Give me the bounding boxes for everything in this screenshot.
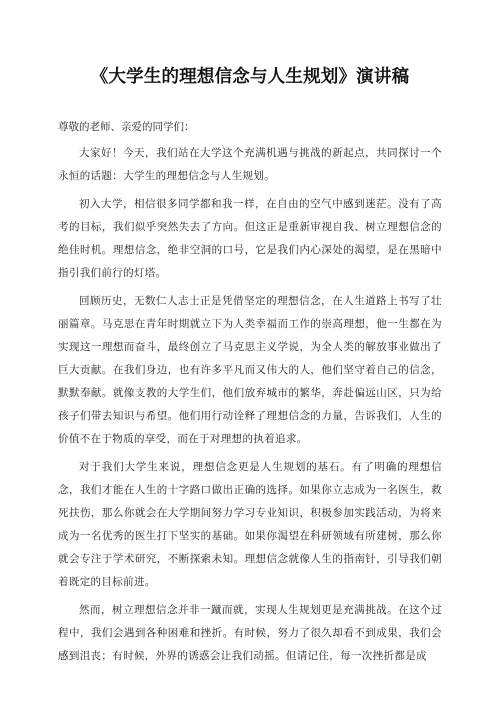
paragraph-greeting: 大家好！今天，我们站在大学这个充满机遇与挑战的新起点，共同探讨一个永恒的话题：大学生的理想信念与人生规划。	[58, 147, 442, 182]
paragraph-confusion: 初入大学，相信很多同学都和我一样，在自由的空气中感到迷茫。没有了高考的目标，我们似乎突然失去了方向。但这正是重新审视自我、树立理想信念的绝佳时机。理想信念，绝非空洞的口号，它是我们内心深处的渴望，是在黑暗中指引我们前行的灯塔。	[58, 198, 442, 279]
salutation: 尊敬的老师、亲爱的同学们：	[58, 121, 195, 133]
document-title: 《大学生的理想信念与人生规划》演讲稿	[90, 67, 410, 87]
paragraph-challenges: 然而，树立理想信念并非一蹴而就，实现人生规划更是充满挑战。在这个过程中，我们会遇到各种困难和挫折。有时候，努力了很久却看不到成果，我们会感到沮丧；有时候，外界的诱惑会让我们动摇。但请记住，每一次挫折都是成	[58, 604, 442, 662]
paragraph-foundation: 对于我们大学生来说，理想信念更是人生规划的基石。有了明确的理想信念，我们才能在人生的十字路口做出正确的选择。如果你立志成为一名医生，救死扶伤，那么你就会在大学期间努力学习专业知识，积极参加实践活动，为将来成为一名优秀的医生打下坚实的基础。如果你渴望在科研领域有所建树，那么你就会专注于学术研究，不断探索未知。理想信念就像人生的指南针，引导我们朝着既定的目标前进。	[58, 461, 442, 588]
paragraph-history: 回顾历史，无数仁人志士正是凭借坚定的理想信念，在人生道路上书写了壮丽篇章。马克思在青年时期就立下为人类幸福而工作的崇高理想，他一生都在为实现这一理想而奋斗，最终创立了马克思主义学说，为全人类的解放事业做出了巨大贡献。在我们身边，也有许多平凡而又伟大的人，他们坚守着自己的信念，默默奉献。就像支教的大学生们，他们放弃城市的繁华，奔赴偏远山区，只为给孩子们带去知识与希望。他们用行动诠释了理想信念的力量，告诉我们，人生的价值不在于物质的享受，而在于对理想的执着追求。	[58, 295, 442, 445]
